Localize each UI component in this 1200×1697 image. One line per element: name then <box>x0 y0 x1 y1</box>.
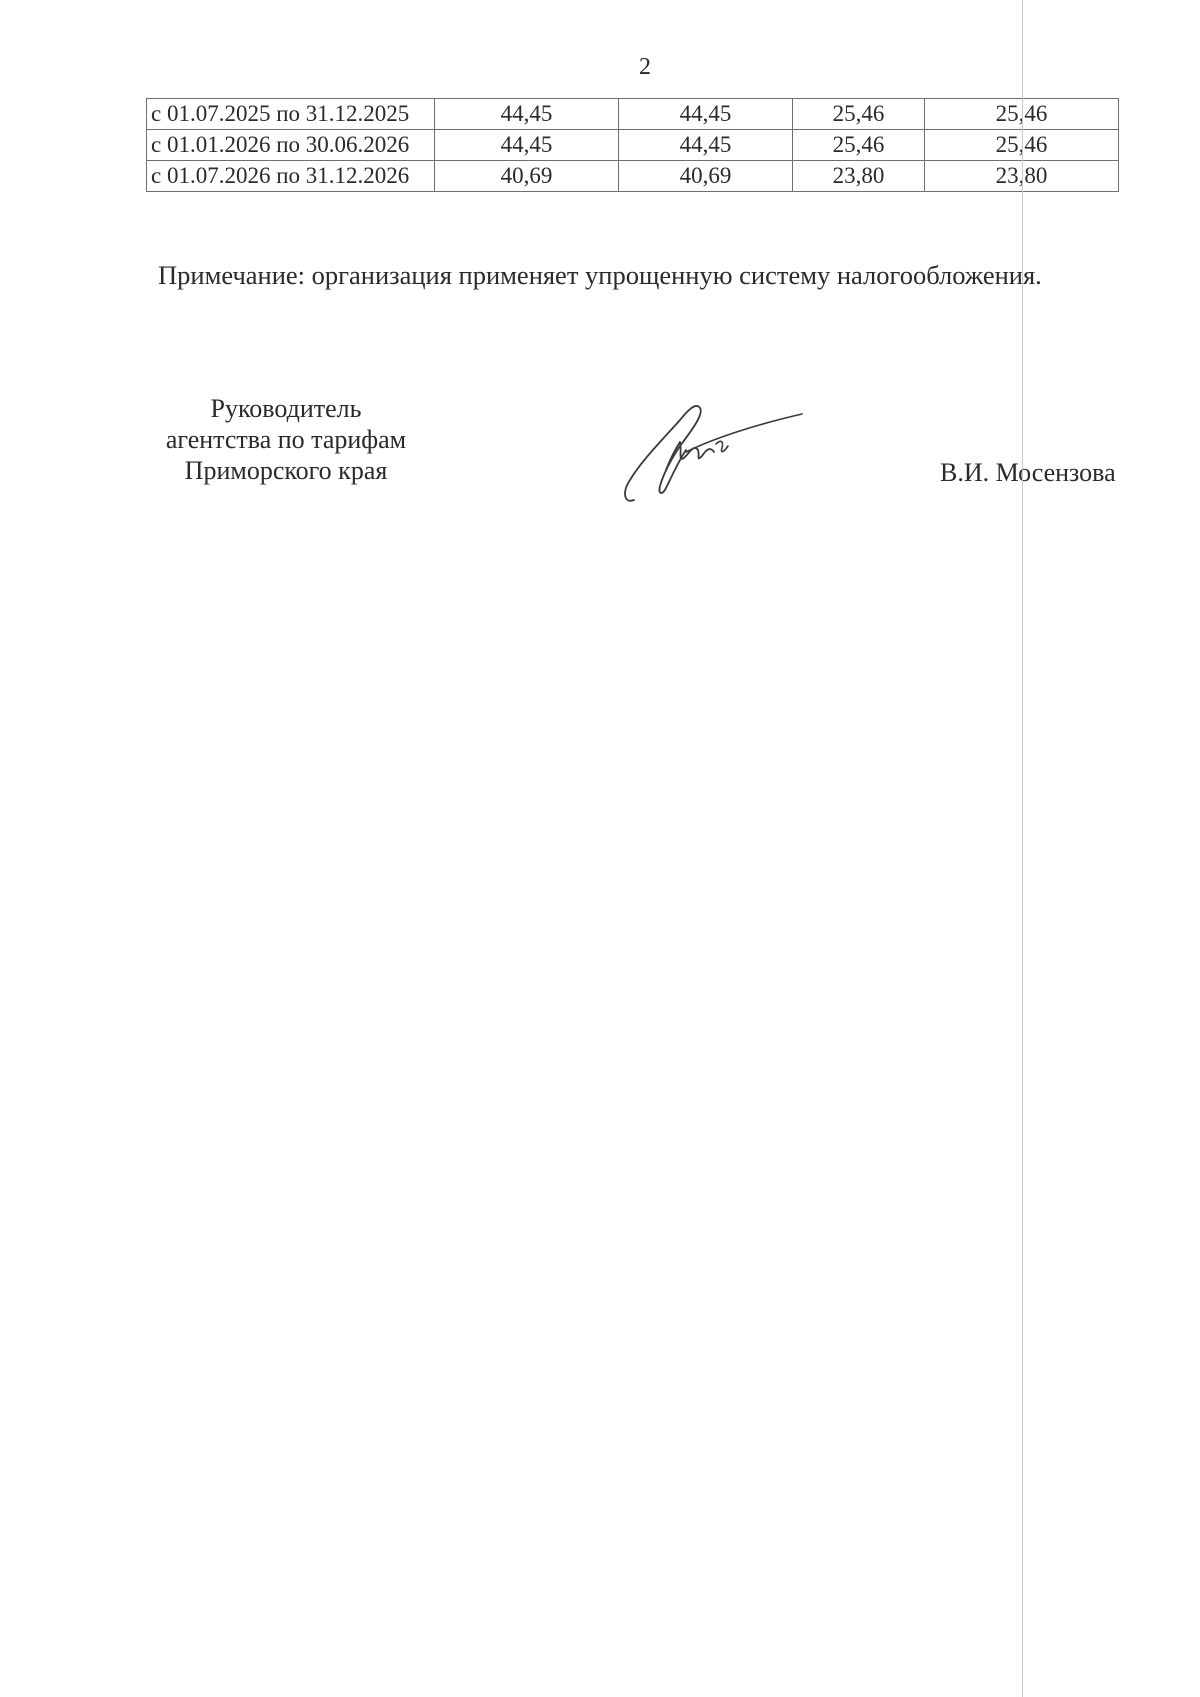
page-number: 2 <box>639 54 651 80</box>
value-cell: 40,69 <box>619 161 793 192</box>
signer-title-line: Приморского края <box>184 456 388 485</box>
note-text: Примечание: организация применяет упрощенную систему налогообложения. <box>158 260 1042 290</box>
value-cell: 40,69 <box>435 161 619 192</box>
value-cell: 44,45 <box>619 130 793 161</box>
value-cell: 25,46 <box>793 130 925 161</box>
period-cell: с 01.07.2026 по 31.12.2026 <box>147 161 435 192</box>
table-row <box>147 130 1119 161</box>
signer-title <box>136 393 436 486</box>
scan-artifact-line <box>1022 0 1023 1697</box>
handwritten-signature <box>620 400 810 510</box>
value-cell: 25,46 <box>925 130 1119 161</box>
table-row <box>147 161 1119 192</box>
value-cell: 44,45 <box>435 99 619 130</box>
value-cell: 25,46 <box>925 99 1119 130</box>
value-cell: 44,45 <box>435 130 619 161</box>
signer-title-line: агентства по тарифам <box>165 425 407 454</box>
value-cell: 23,80 <box>793 161 925 192</box>
value-cell: 44,45 <box>619 99 793 130</box>
signer-name: В.И. Мосензова <box>940 458 1116 487</box>
period-cell: с 01.01.2026 по 30.06.2026 <box>147 130 435 161</box>
value-cell: 23,80 <box>925 161 1119 192</box>
table-row <box>147 99 1119 130</box>
period-cell: с 01.07.2025 по 31.12.2025 <box>147 99 435 130</box>
tariff-table <box>146 98 1119 192</box>
value-cell: 25,46 <box>793 99 925 130</box>
signer-title-line: Руководитель <box>210 394 362 423</box>
